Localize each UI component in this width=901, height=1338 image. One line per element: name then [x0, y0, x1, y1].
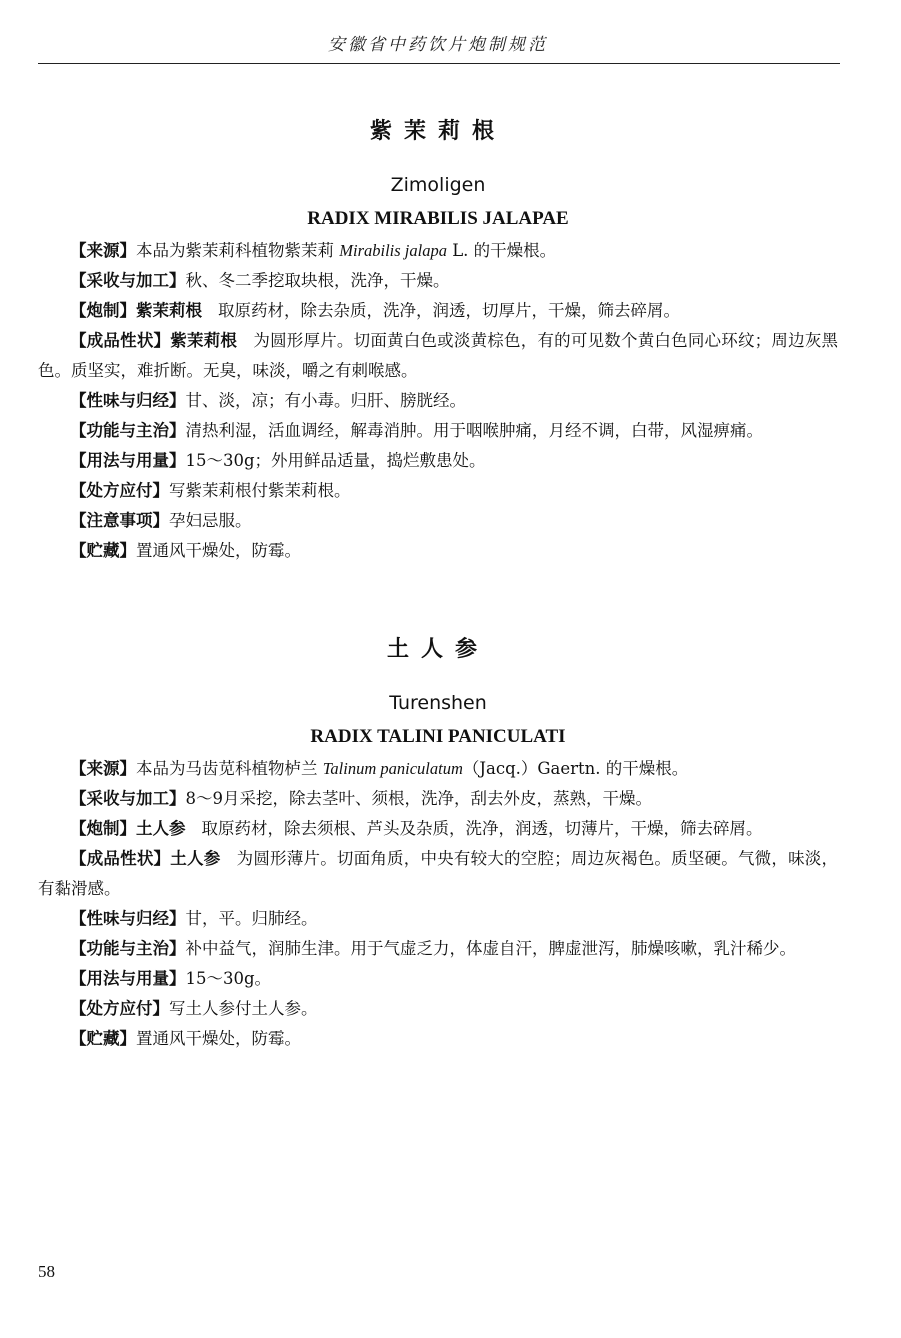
entry-text: 置通风干燥处，防霉。	[136, 541, 301, 560]
entry-label: 【贮藏】	[70, 541, 136, 560]
entry-usage	[38, 446, 838, 476]
entry-text: 补中益气，润肺生津。用于气虚乏力，体虚自汗，脾虚泄泻，肺燥咳嗽，乳汁稀少。	[185, 939, 796, 958]
entry-form-name: 紫茉莉根	[136, 301, 202, 320]
scientific-name: Talinum paniculatum	[322, 759, 463, 778]
entry-appearance	[38, 326, 838, 386]
entry-label: 【贮藏】	[70, 1029, 136, 1048]
entry-text: 取原药材，除去杂质，洗净，润透，切厚片，干燥，筛去碎屑。	[218, 301, 680, 320]
entry-prescription	[38, 994, 838, 1024]
entry-storage	[38, 536, 838, 566]
entry-form-name: 土人参	[170, 849, 221, 868]
entry-text: （Jacq.）Gaertn. 的干燥根。	[462, 759, 689, 778]
entry-function	[38, 934, 838, 964]
entry-text: 甘、淡，凉；有小毒。归肝、膀胱经。	[185, 391, 466, 410]
entry-text: L. 的干燥根。	[446, 241, 557, 260]
entry-text: 15～30g；外用鲜品适量，捣烂敷患处。	[185, 451, 486, 470]
herb-title: 紫茉莉根	[369, 119, 506, 144]
entry-label: 【来源】	[70, 241, 136, 260]
entry-storage	[38, 1024, 838, 1054]
entry-text: 15～30g。	[185, 969, 272, 988]
entry-text: 为圆形厚片。切面黄白色或淡黄棕色，有的可见数个黄白色同心环纹；周边灰黑色。质坚实，难折断。无臭，味淡，嚼之有刺喉感。	[38, 331, 839, 380]
entry-prescription	[38, 476, 838, 506]
entry-label: 【采收与加工】	[70, 271, 186, 290]
herb-latin-name: RADIX MIRABILIS JALAPAE	[307, 208, 569, 229]
entry-harvest	[38, 784, 838, 814]
entry-label: 【成品性状】	[70, 331, 171, 350]
header-rule	[38, 63, 840, 64]
entry-text: 本品为紫茉莉科植物紫茉莉	[136, 241, 340, 260]
scientific-name: Mirabilis jalapa	[339, 241, 447, 260]
entry-text: 本品为马齿苋科植物栌兰	[136, 759, 323, 778]
entry-source	[38, 754, 838, 784]
herb-pinyin: Zimoligen	[390, 174, 486, 196]
entry-function	[38, 416, 838, 446]
entry-text: 8～9月采挖，除去茎叶、须根，洗净，刮去外皮，蒸熟，干燥。	[185, 789, 652, 808]
entry-form-name: 紫茉莉根	[170, 331, 238, 350]
entry-nature	[38, 904, 838, 934]
entry-label: 【用法与用量】	[70, 969, 186, 988]
entry-label: 【注意事项】	[70, 511, 169, 530]
entry-label: 【性味与归经】	[70, 391, 186, 410]
entry-form-name: 土人参	[136, 819, 186, 838]
herb-title: 土人参	[386, 637, 489, 662]
entry-text: 写紫茉莉根付紫茉莉根。	[169, 481, 351, 500]
entry-label: 【炮制】	[70, 819, 136, 838]
herb-entries	[38, 754, 838, 1054]
herb-entry-zimoligen	[38, 110, 838, 566]
entry-text: 置通风干燥处，防霉。	[136, 1029, 301, 1048]
entry-label: 【功能与主治】	[70, 421, 186, 440]
entry-label: 【采收与加工】	[70, 789, 186, 808]
page-number: 58	[38, 1262, 55, 1281]
entry-text: 为圆形薄片。切面角质，中央有较大的空腔；周边灰褐色。质坚硬。气微，味淡，有黏滑感。	[38, 849, 839, 898]
entry-text: 清热利湿，活血调经，解毒消肿。用于咽喉肿痛，月经不调，白带，风湿痹痛。	[185, 421, 763, 440]
entry-label: 【功能与主治】	[70, 939, 186, 958]
entry-label: 【性味与归经】	[70, 909, 186, 928]
entry-label: 【用法与用量】	[70, 451, 186, 470]
herb-pinyin: Turenshen	[389, 692, 487, 714]
entry-label: 【处方应付】	[70, 481, 169, 500]
entry-label: 【炮制】	[70, 301, 136, 320]
entry-text: 写土人参付土人参。	[169, 999, 318, 1018]
herb-entry-turenshen	[38, 628, 838, 1054]
running-header: 安徽省中药饮片炮制规范	[328, 35, 548, 55]
entry-label: 【处方应付】	[70, 999, 169, 1018]
herb-latin-name: RADIX TALINI PANICULATI	[310, 726, 566, 747]
entry-processing	[38, 814, 838, 844]
entry-appearance	[38, 844, 838, 904]
herb-entries	[38, 236, 838, 566]
entry-harvest	[38, 266, 838, 296]
entry-usage	[38, 964, 838, 994]
entry-text: 孕妇忌服。	[169, 511, 252, 530]
entry-caution	[38, 506, 838, 536]
entry-text: 甘，平。归肺经。	[185, 909, 318, 928]
entry-label: 【来源】	[70, 759, 136, 778]
entry-nature	[38, 386, 838, 416]
entry-text: 秋、冬二季挖取块根，洗净，干燥。	[185, 271, 450, 290]
entry-label: 【成品性状】	[70, 849, 171, 868]
entry-source	[38, 236, 838, 266]
entry-processing	[38, 296, 838, 326]
entry-text: 取原药材，除去须根、芦头及杂质，洗净，润透，切薄片，干燥，筛去碎屑。	[201, 819, 763, 838]
